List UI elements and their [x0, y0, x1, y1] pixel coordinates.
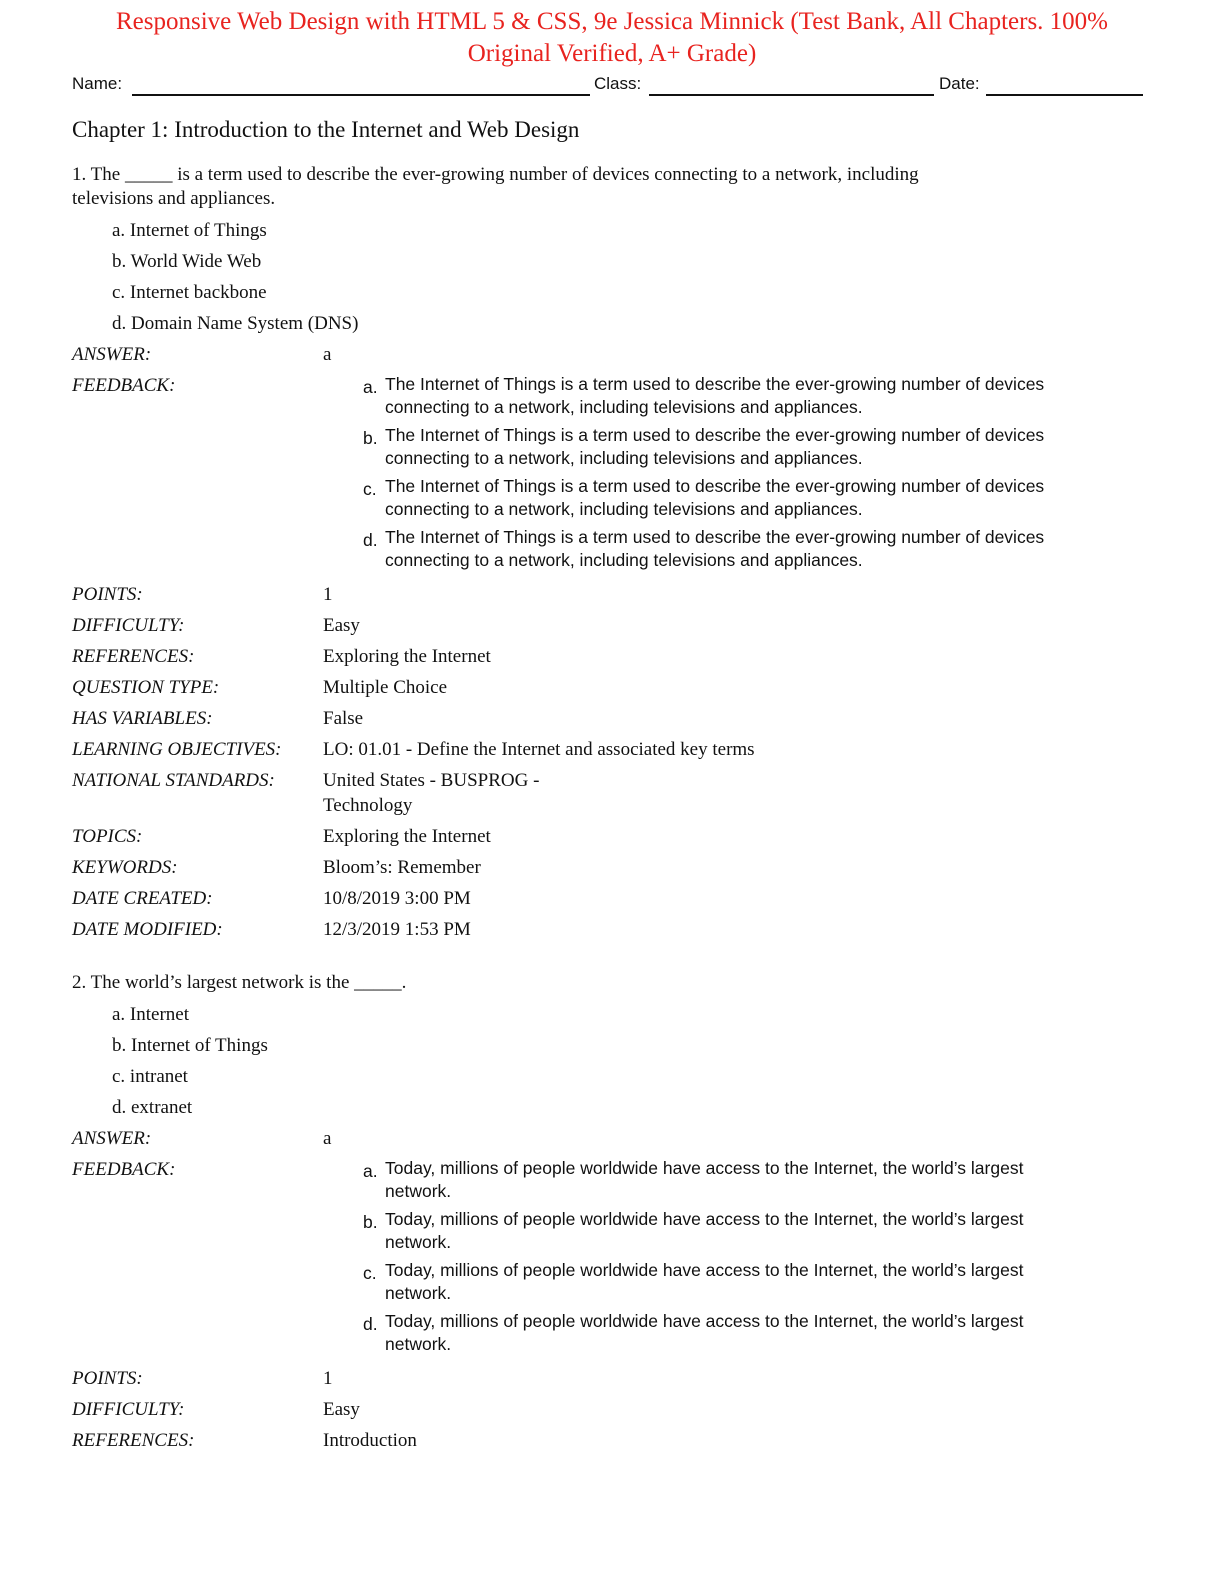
- question-metadata: [72, 1363, 1072, 1456]
- feedback-text: The Internet of Things is a term used to describe the ever-growing number of devices connecting to a network, including televisions and appliances.: [385, 476, 1045, 519]
- feedback-text: Today, millions of people worldwide have access to the Internet, the world’s largest network.: [385, 1209, 1024, 1252]
- feedback-letter: b.: [363, 428, 378, 448]
- banner-line-2: Original Verified, A+ Grade): [467, 40, 757, 67]
- option-a: a. Internet: [112, 1004, 190, 1025]
- difficulty-label: DIFFICULTY:: [72, 1399, 185, 1420]
- difficulty-row: [72, 610, 1072, 641]
- question-type-value: Multiple Choice: [323, 677, 448, 698]
- answer-options: [72, 215, 1072, 339]
- feedback-text: The Internet of Things is a term used to describe the ever-growing number of devices connecting to a network, including televisions and appliances.: [385, 527, 1045, 570]
- question-2: [72, 971, 1072, 1456]
- feedback-text: The Internet of Things is a term used to describe the ever-growing number of devices connecting to a network, including televisions and appliances.: [385, 374, 1045, 417]
- title-banner: [0, 6, 1224, 70]
- date-created-label: DATE CREATED:: [72, 888, 213, 909]
- name-field-line[interactable]: [132, 94, 590, 96]
- date-created-row: [72, 883, 1072, 914]
- national-standards-value: [323, 768, 1072, 821]
- feedback-text: The Internet of Things is a term used to describe the ever-growing number of devices connecting to a network, including televisions and appliances.: [385, 425, 1045, 468]
- feedback-row: [72, 370, 1072, 577]
- feedback-letter: a.: [363, 1161, 378, 1181]
- feedback-item-b: [363, 424, 1085, 470]
- answer-label: ANSWER:: [72, 1128, 152, 1149]
- topics-row: [72, 821, 1072, 852]
- answer-label: ANSWER:: [72, 344, 152, 365]
- topics-label: TOPICS:: [72, 826, 143, 847]
- feedback-letter: b.: [363, 1212, 378, 1232]
- question-1: [72, 163, 1072, 945]
- date-field-line[interactable]: [986, 94, 1143, 96]
- date-modified-value: 12/3/2019 1:53 PM: [323, 919, 471, 940]
- national-standards-line-2: Technology: [323, 795, 413, 816]
- feedback-item-c: [363, 1259, 1085, 1305]
- question-metadata: [72, 579, 1072, 945]
- references-row: [72, 641, 1072, 672]
- question-text: 2. The world’s largest network is the _____.: [72, 972, 407, 993]
- references-label: REFERENCES:: [72, 646, 195, 667]
- national-standards-line-1: United States - BUSPROG -: [323, 770, 540, 791]
- topics-value: Exploring the Internet: [323, 826, 491, 847]
- feedback-letter: c.: [363, 479, 377, 499]
- has-variables-value: False: [323, 708, 364, 729]
- question-text-line-1: 1. The _____ is a term used to describe the ever-growing number of devices connecting to a network, including: [72, 164, 919, 185]
- references-label: REFERENCES:: [72, 1430, 195, 1451]
- feedback-row: [72, 1154, 1072, 1361]
- feedback-letter: d.: [363, 1314, 378, 1334]
- learning-objectives-value: LO: 01.01 - Define the Internet and associated key terms: [323, 739, 755, 760]
- feedback-letter: c.: [363, 1263, 377, 1283]
- learning-objectives-row: [72, 734, 1072, 765]
- answer-value: a: [323, 344, 332, 365]
- points-row: [72, 1363, 1072, 1394]
- references-row: [72, 1425, 1072, 1456]
- has-variables-row: [72, 703, 1072, 734]
- question-text-line-2: televisions and appliances.: [72, 188, 276, 209]
- has-variables-label: HAS VARIABLES:: [72, 708, 213, 729]
- references-value: Exploring the Internet: [323, 646, 491, 667]
- question-type-label: QUESTION TYPE:: [72, 677, 220, 698]
- national-standards-row: [72, 765, 1072, 821]
- date-label: Date:: [939, 74, 980, 93]
- date-modified-label: DATE MODIFIED:: [72, 919, 223, 940]
- national-standards-label: NATIONAL STANDARDS:: [72, 770, 275, 791]
- feedback-item-c: [363, 475, 1085, 521]
- feedback-text: Today, millions of people worldwide have access to the Internet, the world’s largest network.: [385, 1311, 1024, 1354]
- question-text: [72, 163, 1072, 211]
- banner-line-1: Responsive Web Design with HTML 5 & CSS, 9e Jessica Minnick (Test Bank, All Chapters. 100%: [116, 8, 1108, 35]
- feedback-item-a: [363, 1157, 1085, 1203]
- option-a: a. Internet of Things: [112, 220, 267, 241]
- feedback-letter: a.: [363, 377, 378, 397]
- chapter-title: Chapter 1: Introduction to the Internet and Web Design: [72, 117, 580, 142]
- class-label: Class:: [594, 74, 642, 93]
- feedback-item-b: [363, 1208, 1085, 1254]
- points-value: 1: [323, 1368, 333, 1389]
- references-value: Introduction: [323, 1430, 417, 1451]
- points-row: [72, 579, 1072, 610]
- points-label: POINTS:: [72, 584, 143, 605]
- feedback-item-d: [363, 1310, 1085, 1356]
- answer-row: [72, 1123, 1072, 1154]
- feedback-list: [323, 1154, 1085, 1361]
- option-c: c. intranet: [112, 1066, 188, 1087]
- question-type-row: [72, 672, 1072, 703]
- option-b: b. Internet of Things: [112, 1035, 268, 1056]
- feedback-text: Today, millions of people worldwide have access to the Internet, the world’s largest network.: [385, 1260, 1024, 1303]
- option-d: d. Domain Name System (DNS): [112, 313, 359, 334]
- name-label: Name:: [72, 74, 123, 93]
- student-info-header: [72, 72, 1143, 98]
- option-d: d. extranet: [112, 1097, 193, 1118]
- difficulty-value: Easy: [323, 615, 360, 636]
- feedback-item-a: [363, 373, 1085, 419]
- feedback-label: FEEDBACK:: [72, 375, 176, 396]
- class-field-line[interactable]: [649, 94, 934, 96]
- difficulty-label: DIFFICULTY:: [72, 615, 185, 636]
- points-value: 1: [323, 584, 333, 605]
- feedback-letter: d.: [363, 530, 378, 550]
- option-b: b. World Wide Web: [112, 251, 262, 272]
- difficulty-row: [72, 1394, 1072, 1425]
- keywords-label: KEYWORDS:: [72, 857, 178, 878]
- feedback-text: Today, millions of people worldwide have access to the Internet, the world’s largest network.: [385, 1158, 1024, 1201]
- date-created-value: 10/8/2019 3:00 PM: [323, 888, 471, 909]
- feedback-label: FEEDBACK:: [72, 1159, 176, 1180]
- keywords-value: Bloom’s: Remember: [323, 857, 481, 878]
- date-modified-row: [72, 914, 1072, 945]
- feedback-list: [323, 370, 1085, 577]
- answer-value: a: [323, 1128, 332, 1149]
- learning-objectives-label: LEARNING OBJECTIVES:: [72, 739, 282, 760]
- answer-options: [72, 999, 1072, 1123]
- points-label: POINTS:: [72, 1368, 143, 1389]
- answer-row: [72, 339, 1072, 370]
- option-c: c. Internet backbone: [112, 282, 267, 303]
- keywords-row: [72, 852, 1072, 883]
- feedback-item-d: [363, 526, 1085, 572]
- difficulty-value: Easy: [323, 1399, 360, 1420]
